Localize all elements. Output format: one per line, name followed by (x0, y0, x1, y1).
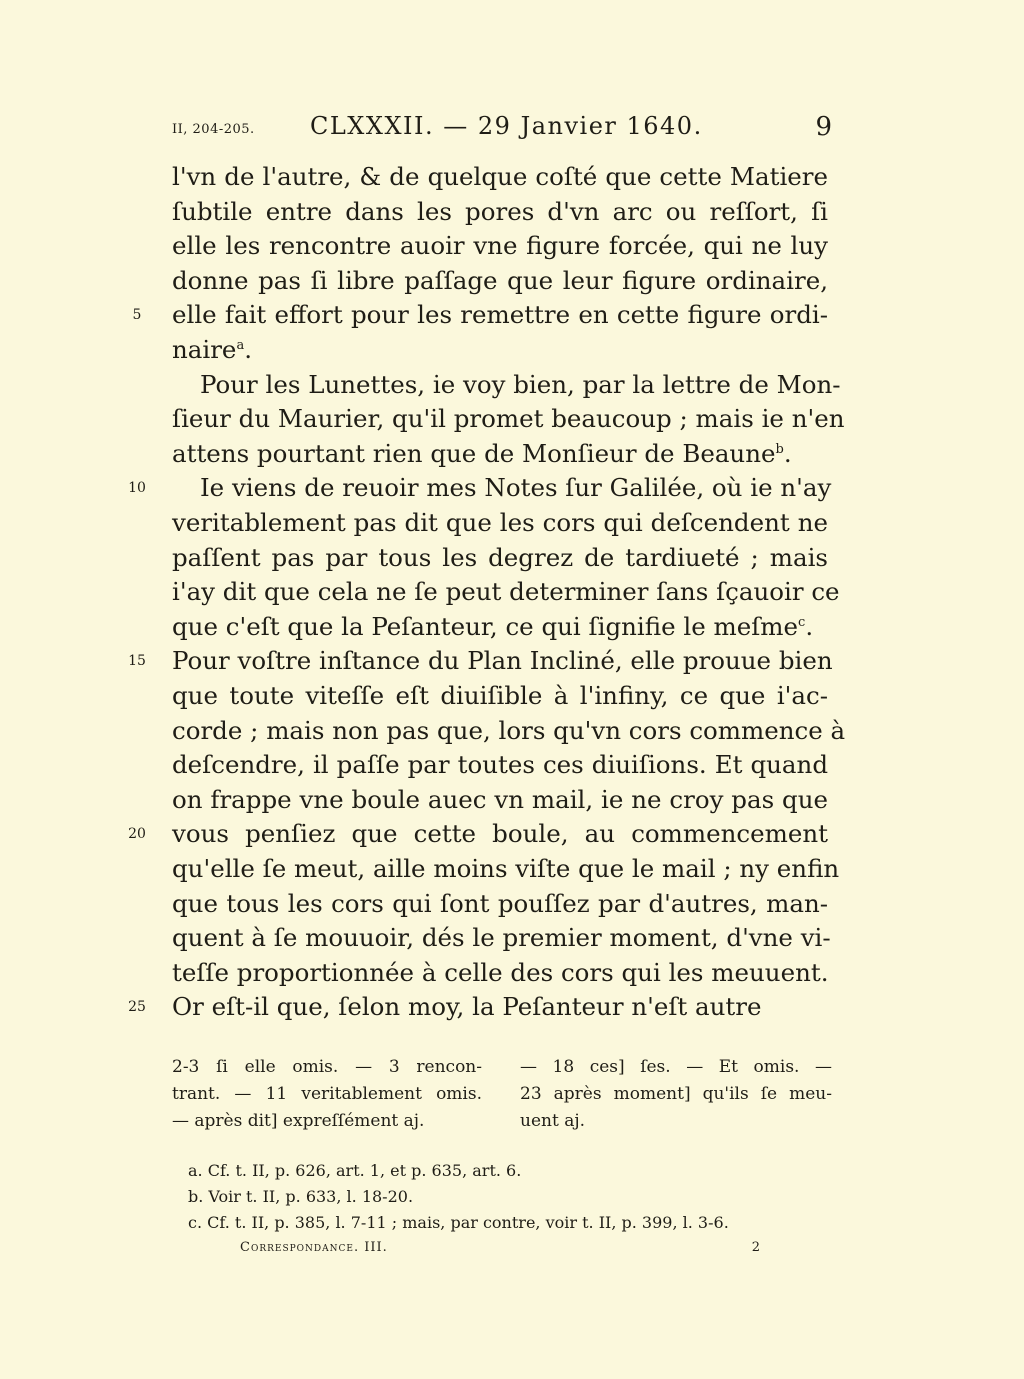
text-line-content: vous penſiez que cette boule, au commencement (172, 819, 828, 849)
header-title: CLXXXII. — 29 Janvier 1640. (310, 112, 703, 140)
text-line-content: attens pourtant rien que de Monſieur de Beaune (172, 438, 776, 468)
footnotes (188, 1158, 828, 1236)
line-number: 20 (128, 826, 146, 843)
text-line (172, 783, 828, 817)
variant-line: uent aj. (520, 1111, 586, 1131)
header-reference: II, 204-205. (172, 122, 255, 137)
text-line (172, 298, 828, 332)
text-line (172, 333, 828, 367)
text-line-content: elle les rencontre auoir vne figure forcée, qui ne luy (172, 231, 828, 261)
text-line-content: l'vn de l'autre, & de quelque coſté que cette Matiere (172, 162, 828, 191)
text-line-content: Or eſt-il que, ſelon moy, la Peſanteur n'eſt autre (172, 992, 762, 1022)
page-number: 9 (815, 112, 832, 142)
text-line (172, 195, 828, 229)
text-line (172, 402, 845, 436)
text-line (172, 679, 828, 713)
line-number: 25 (128, 999, 146, 1016)
variant-line: 23 après moment] qu'ils ſe meu- (520, 1084, 832, 1104)
text-line-content: qu'elle ſe meut, aille moins viſte que le mail ; ny enfin (172, 854, 840, 883)
line-number: 5 (132, 307, 142, 324)
variant-line: — 18 ces] ſes. — Et omis. — (520, 1057, 832, 1077)
variants-left-column (172, 1054, 482, 1135)
text-line-content: elle fait effort pour les remettre en cette figure ordi- (172, 300, 828, 330)
text-line-content: i'ay dit que cela ne ſe peut determiner ſans ſçauoir ce (172, 577, 840, 607)
text-line (172, 229, 828, 263)
text-line (200, 471, 832, 505)
variant-line: 2-3 ſi elle omis. — 3 rencon- (172, 1057, 482, 1077)
text-line-content: teſſe proportionnée à celle des cors qui les meuuent. (172, 957, 829, 987)
running-header (172, 112, 832, 148)
footnote-marker: a (236, 338, 245, 353)
footnote: a. Cf. t. II, p. 626, art. 1, et p. 635, art. 6. (188, 1161, 522, 1180)
text-line-content: ſieur du Maurier, qu'il promet beaucoup ; mais ie n'en (172, 404, 845, 434)
footnote: c. Cf. t. II, p. 385, l. 7-11 ; mais, par contre, voir t. II, p. 399, l. 3-6. (188, 1213, 729, 1232)
footnote-marker: c (798, 614, 806, 630)
text-line (172, 887, 828, 921)
text-line-content: donne pas ſi libre paſſage que leur figure ordinaire, (172, 265, 828, 295)
text-line (172, 990, 828, 1024)
text-line (172, 506, 828, 540)
footnote: b. Voir t. II, p. 633, l. 18-20. (188, 1187, 414, 1206)
line-number: 15 (128, 653, 146, 670)
text-line-content: veritablement pas dit que les cors qui deſcendent ne (172, 508, 828, 537)
text-line (200, 368, 841, 402)
text-line-content: Pour voſtre inſtance du Plan Incliné, elle prouue bien (172, 646, 833, 676)
text-line (172, 575, 840, 609)
signature-text: Correspondance. III. (240, 1240, 388, 1255)
text-line-content: naire (172, 335, 237, 364)
text-line-tail: . (805, 611, 814, 641)
variant-line: trant. — 11 veritablement omis. (172, 1084, 482, 1104)
text-line-content: paſſent pas par tous les degrez de tardiueté ; mais (172, 542, 828, 572)
text-line (172, 748, 828, 782)
text-line-content: quent à ſe mouuoir, dés le premier moment, d'vne vi- (172, 923, 831, 953)
text-line (172, 610, 828, 644)
text-line-content: Ie viens de reuoir mes Notes ſur Galilée, où ie n'ay (200, 473, 832, 503)
text-line-content: ſubtile entre dans les pores d'vn arc ou reſſort, ſi (172, 196, 828, 226)
text-line (172, 817, 828, 851)
text-line (172, 852, 840, 886)
text-line-content: que tous les cors qui ſont pouſſez par d'autres, man- (172, 888, 828, 918)
signature-number: 2 (751, 1240, 760, 1255)
text-line (172, 714, 846, 748)
text-line-content: on frappe vne boule auec vn mail, ie ne croy pas que (172, 784, 828, 814)
variant-line: — après dit] expreſſément aj. (172, 1111, 425, 1131)
text-line (172, 160, 828, 194)
text-line (172, 437, 828, 471)
text-line (172, 644, 833, 678)
text-line (172, 921, 831, 955)
text-line-content: que toute viteſſe eſt diuiſible à l'infiny, ce que i'ac- (172, 681, 828, 710)
variants-right-column (520, 1054, 832, 1135)
printer-signature (240, 1240, 760, 1260)
text-line-content: que c'eſt que la Peſanteur, ce qui ſignifie le meſme (172, 611, 799, 641)
text-line-tail: . (244, 335, 252, 364)
text-line-tail: . (783, 438, 792, 468)
variant-readings (172, 1054, 832, 1138)
text-line (172, 541, 828, 575)
text-line (172, 956, 828, 990)
text-line (172, 264, 828, 298)
line-number: 10 (128, 480, 146, 497)
text-line-content: Pour les Lunettes, ie voy bien, par la lettre de Mon- (200, 369, 841, 399)
footnote-marker: b (775, 441, 784, 457)
text-line-content: deſcendre, il paſſe par toutes ces diuiſions. Et quand (172, 750, 828, 780)
text-line-content: corde ; mais non pas que, lors qu'vn cors commence à (172, 715, 846, 745)
